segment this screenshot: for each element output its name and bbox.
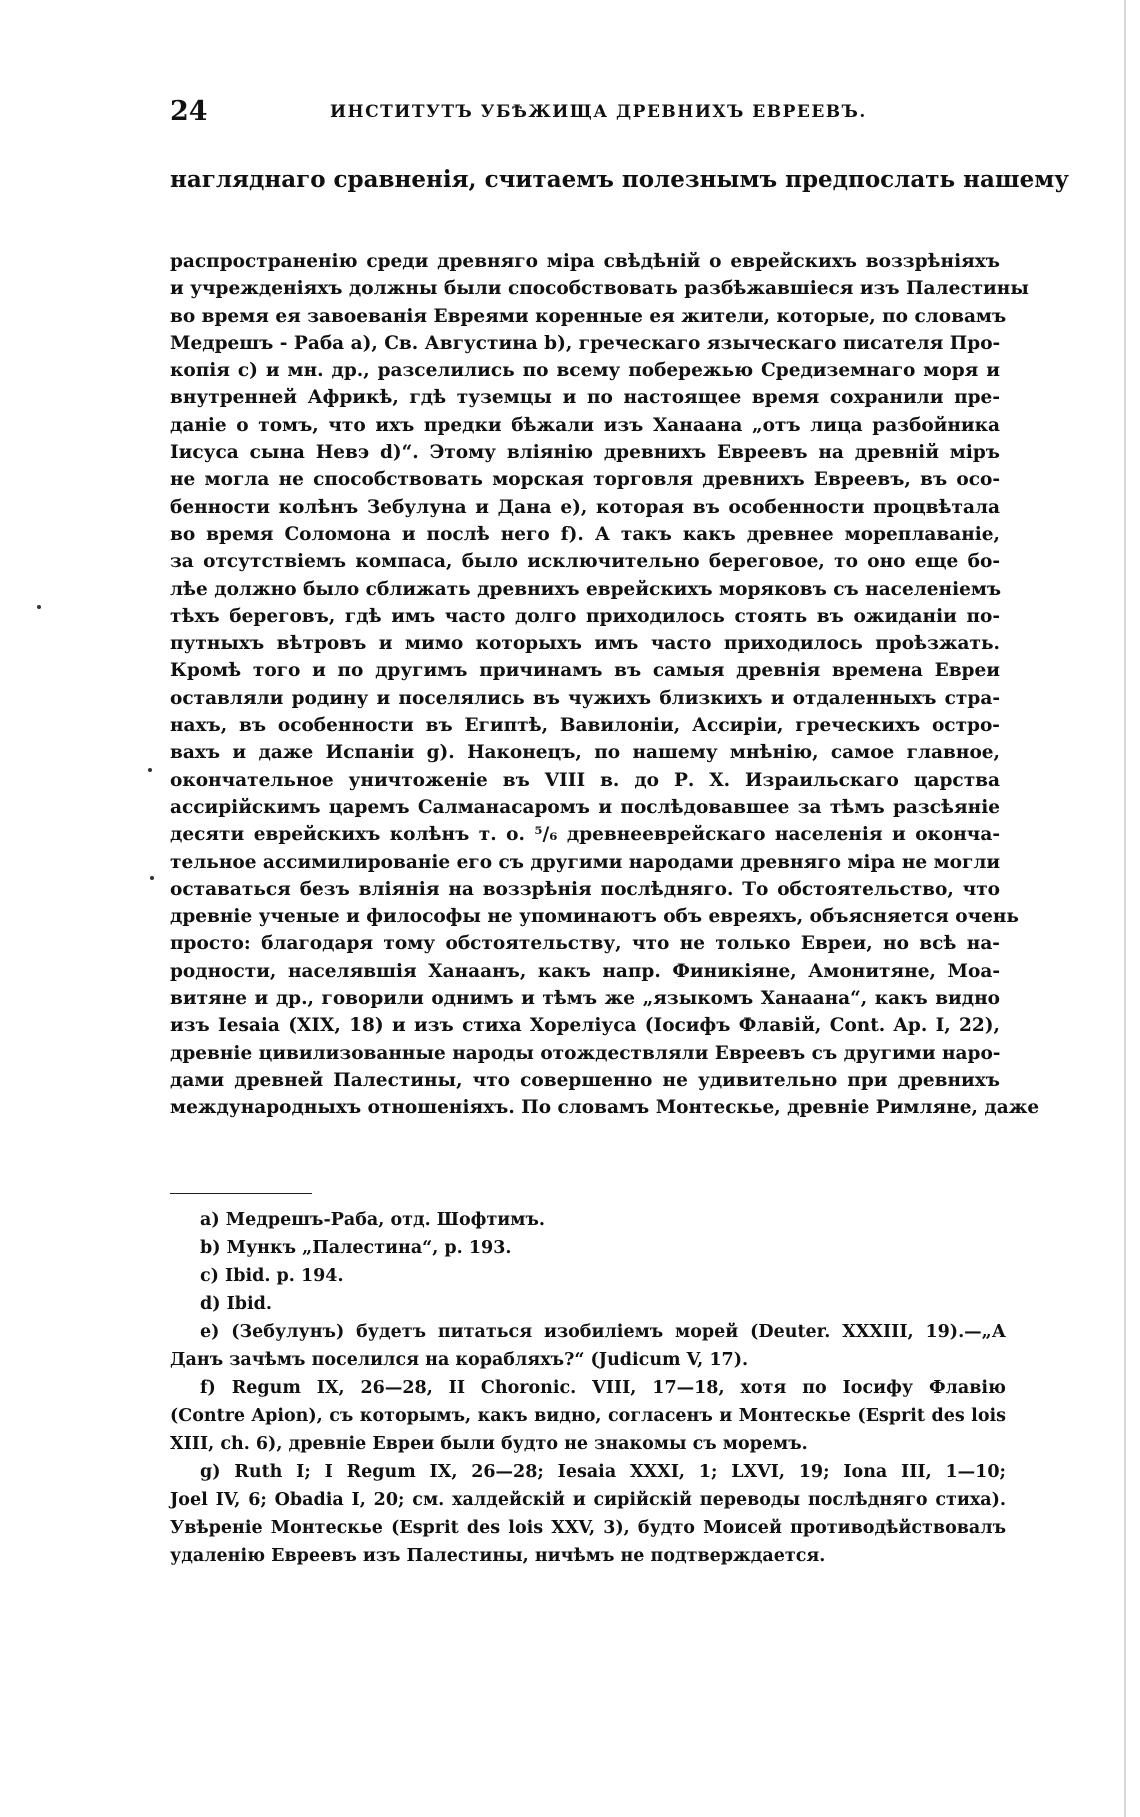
footnote-d: d) Ibid. [200, 1294, 273, 1314]
body-line: международныхъ отношеніяхъ. По словамъ Монтескье, древніе Римляне, даже [170, 1097, 1040, 1119]
page-number: 24 [170, 96, 208, 127]
body-line: тельное ассимилированіе его съ другими народами древняго міра не могли [170, 851, 1001, 873]
body-text [170, 248, 1040, 1122]
footnote-c: c) Ibid. p. 194. [200, 1266, 344, 1286]
body-line: во время ея завоеванія Евреями коренные ея жители, которые, по словамъ [170, 305, 1007, 327]
body-line: древніе цивилизованные народы отождествляли Евреевъ съ другими наро- [170, 1042, 1001, 1064]
running-title: ИНСТИТУТЪ УБѢЖИЩА ДРЕВНИХЪ ЕВРЕЕВЪ. [330, 102, 867, 122]
footnote-e-cont: Данъ зачѣмъ поселился на корабляхъ?“ (Judicum V, 17). [170, 1350, 749, 1370]
lead-line: нагляднаго сравненія, считаемъ полезнымъ предпослать нашему [170, 166, 1069, 193]
body-line: древніе ученые и философы не упоминаютъ объ евреяхъ, объясняется очень [170, 906, 1019, 928]
body-line: ассирійскимъ царемъ Салманасаромъ и послѣдовавшее за тѣмъ разсѣяніе [170, 796, 1000, 818]
body-line: оставляли родину и поселялись въ чужихъ близкихъ и отдаленныхъ стра- [170, 687, 1000, 709]
scan-speck [148, 768, 152, 772]
body-line: путныхъ вѣтровъ и мимо которыхъ имъ часто приходилось проѣзжать. [170, 633, 1000, 655]
body-line: Іисуса сына Невэ d)“. Этому вліянію древнихъ Евреевъ на древній міръ [170, 442, 1000, 464]
body-line: родности, населявшія Ханаанъ, какъ напр. Финикіяне, Амонитяне, Моа- [170, 960, 1000, 982]
page-edge [1124, 0, 1126, 1817]
page-header [170, 96, 1010, 136]
footnote-separator [170, 1193, 312, 1194]
body-line: тѣхъ береговъ, гдѣ имъ часто долго приходилось стоять въ ожиданіи по- [170, 605, 1000, 627]
body-line: десяти еврейскихъ колѣнъ т. о. ⁵/₆ древнееврейскаго населенія и оконча- [170, 824, 1000, 846]
body-line: даніе о томъ, что ихъ предки бѣжали изъ Ханаана „отъ лица разбойника [170, 414, 1000, 436]
body-line: окончательное уничтоженіе въ VIII в. до Р. Х. Израильскаго царства [170, 769, 1000, 791]
footnote-a: a) Медрешъ-Раба, отд. Шофтимъ. [200, 1210, 545, 1230]
body-line: и учрежденіяхъ должны были способствовать разбѣжавшіеся изъ Палестины [170, 278, 1029, 300]
body-line: изъ Iesaia (XIX, 18) и изъ стиха Хореліуса (Іосифъ Флавій, Cont. Ap. I, 22), [170, 1015, 1000, 1037]
footnote-g: g) Ruth I; I Regum IX, 26—28; Iesaia XXXI, 1; LXVI, 19; Iona III, 1—10; [200, 1462, 1006, 1482]
body-line: витяне и др., говорили однимъ и тѣмъ же „языкомъ Ханаана“, какъ видно [170, 988, 1000, 1010]
body-line: во время Соломона и послѣ него f). А такъ какъ древнее мореплаваніе, [170, 523, 1000, 545]
body-line: нахъ, въ особенности въ Египтѣ, Вавилоніи, Ассиріи, греческихъ остро- [170, 715, 1000, 737]
body-line: Кромѣ того и по другимъ причинамъ въ самыя древнія времена Евреи [170, 660, 1000, 682]
scan-speck [150, 876, 154, 880]
body-line: бенности колѣнъ Зебулуна и Дана е), которая въ особенности процвѣтала [170, 496, 1000, 518]
body-line: за отсутствіемъ компаса, было исключительно береговое, то оно еще бо- [170, 551, 1000, 573]
body-line: вахъ и даже Испаніи g). Наконецъ, по нашему мнѣнію, самое главное, [170, 742, 1000, 764]
footnote-g-cont: Joel IV, 6; Obadia I, 20; см. халдейскій и сирійскій переводы послѣдняго стиха). [170, 1490, 1006, 1510]
body-line: внутренней Африкѣ, гдѣ туземцы и по настоящее время сохранили пре- [170, 387, 1000, 409]
body-line: оставаться безъ вліянія на воззрѣнія послѣдняго. То обстоятельство, что [170, 878, 1000, 900]
footnote-f-cont: (Contre Apion), съ которымъ, какъ видно, согласенъ и Монтескье (Esprit des lois [170, 1406, 1006, 1426]
scan-speck [37, 605, 41, 609]
body-line: лѣе должно было сближать древнихъ еврейскихъ моряковъ съ населеніемъ [170, 578, 1002, 600]
footnote-f-cont: XIII, ch. 6), древніе Евреи были будто не знакомы съ моремъ. [170, 1434, 808, 1454]
footnote-e: e) (Зебулунъ) будетъ питаться изобиліемъ морей (Deuter. XXXIII, 19).—„А [200, 1322, 1006, 1342]
body-line: Медрешъ - Раба а), Св. Августина b), греческаго языческаго писателя Про- [170, 332, 1001, 354]
footnote-f: f) Regum IX, 26—28, II Choronic. VIII, 17—18, хотя по Іосифу Флавію [200, 1378, 1006, 1398]
body-line: просто: благодаря тому обстоятельству, что не только Евреи, но всѣ на- [170, 933, 1000, 955]
footnote-g-cont: удаленію Евреевъ изъ Палестины, ничѣмъ не подтверждается. [170, 1546, 826, 1566]
body-line: распространенію среди древняго міра свѣдѣній о еврейскихъ воззрѣніяхъ [170, 251, 1000, 272]
body-line: копія с) и мн. др., разселились по всему побережью Средиземнаго моря и [170, 360, 1000, 382]
footnote-b: b) Мункъ „Палестина“, p. 193. [200, 1238, 512, 1258]
body-line: дами древней Палестины, что совершенно не удивительно при древнихъ [170, 1069, 1000, 1091]
footnote-g-cont: Увѣреніе Монтескье (Esprit des lois XXV, 3), будто Моисей противодѣйствовалъ [170, 1518, 1006, 1538]
footnotes [170, 1206, 1006, 1570]
body-line: не могла не способствовать морская торговля древнихъ Евреевъ, въ осо- [170, 469, 1000, 491]
